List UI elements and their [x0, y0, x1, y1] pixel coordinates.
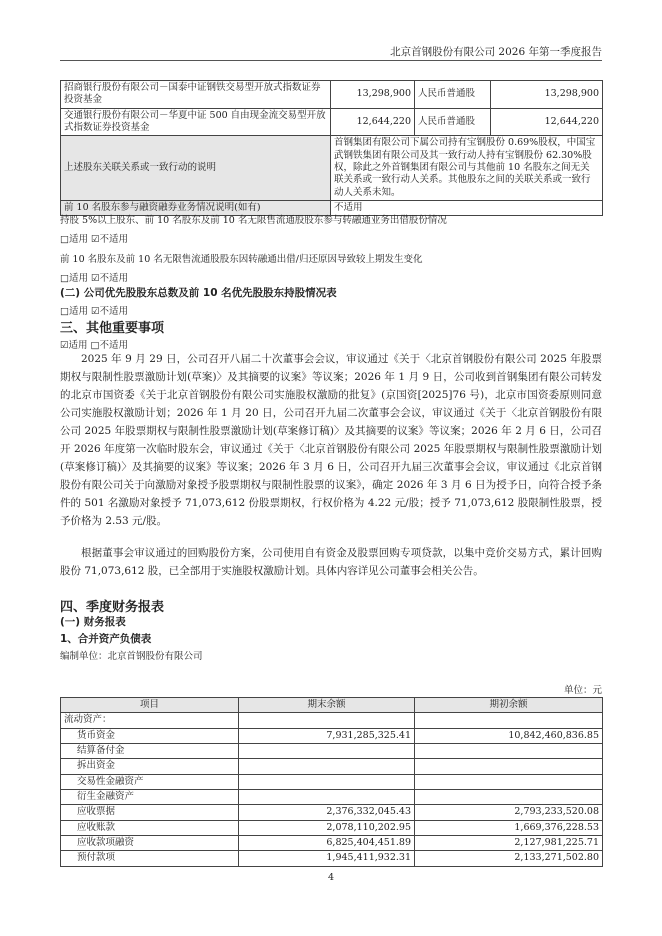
- shareholder-name: 招商银行股份有限公司－国泰中证钢铁交易型开放式指数证券投资基金: [61, 81, 331, 109]
- shareholder-table: [60, 80, 603, 216]
- row-end-balance: [239, 774, 415, 789]
- row-begin-balance: 1,669,376,228.53: [415, 820, 603, 835]
- row-item: 流动资产：: [61, 713, 239, 728]
- table-header-row: [61, 698, 603, 713]
- table-row: [61, 790, 603, 805]
- balance-sheet-table: [60, 697, 603, 867]
- lending-change-applicability: □适用 ☑不适用: [60, 273, 129, 284]
- share-repurchase-paragraph: 根据董事会审议通过的回购股份方案，公司使用自有资金及股票回购专项贷款，以集中竞价交易方式，累计回购股份 71,073,612 股，已全部用于实施股权激励计划。具体内容详见公司董事会相关公告。: [60, 547, 602, 577]
- share-quantity-2: 12,644,220: [491, 108, 603, 136]
- row-begin-balance: [415, 759, 603, 774]
- preferred-shareholders-applicability: □适用 ☑不适用: [60, 306, 129, 317]
- financial-statements-subheading: (一) 财务报表: [60, 616, 126, 628]
- compiler-line: 编制单位：北京首钢股份有限公司: [60, 651, 203, 662]
- share-quantity-2: 13,298,900: [491, 81, 603, 109]
- table-row: [61, 108, 603, 136]
- row-end-balance: 2,078,110,202.95: [239, 820, 415, 835]
- table-row: [61, 136, 603, 201]
- row-end-balance: 7,931,285,325.41: [239, 728, 415, 743]
- row-item: 应收款项融资: [61, 836, 239, 851]
- unit-label: 单位：元: [563, 685, 602, 696]
- related-parties-label: 上述股东关联关系或一致行动的说明: [61, 136, 331, 201]
- row-end-balance: [239, 759, 415, 774]
- table-row: [61, 805, 603, 820]
- table-row: [61, 713, 603, 728]
- row-begin-balance: [415, 790, 603, 805]
- row-item: 结算备付金: [61, 744, 239, 759]
- related-parties-text: 首钢集团有限公司下属公司持有宝钢股份 0.69%股权，中国宝武钢铁集团有限公司及其一致行动人持有宝钢股份 62.30%股权，除此之外首钢集团有限公司与其他前 10 名股东之间无关联关系或一致行动人关系。其他股东之间的关联关系或一致行动人关系未知。: [331, 136, 603, 201]
- report-header-title: 北京首钢股份有限公司 2026 年第一季度报告: [390, 46, 602, 58]
- balance-sheet-heading: 1、合并资产负债表: [60, 633, 152, 645]
- table-row: [61, 820, 603, 835]
- margin-trading-label: 前 10 名股东参与融资融券业务情况说明(如有): [61, 201, 331, 216]
- row-end-balance: 2,376,332,045.43: [239, 805, 415, 820]
- other-matters-heading: 三、其他重要事项: [60, 321, 165, 336]
- other-matters-applicability: ☑适用 □不适用: [60, 340, 129, 351]
- column-header-end-balance: 期末余额: [239, 698, 415, 713]
- table-row: [61, 81, 603, 109]
- row-item: 拆出资金: [61, 759, 239, 774]
- shareholder-name: 交通银行股份有限公司－华夏中证 500 自由现金流交易型开放式指数证券投资基金: [61, 108, 331, 136]
- table-row: [61, 744, 603, 759]
- row-begin-balance: 2,133,271,502.80: [415, 851, 603, 866]
- row-end-balance: 1,945,411,932.31: [239, 851, 415, 866]
- financial-statements-heading: 四、季度财务报表: [60, 600, 165, 615]
- row-begin-balance: 2,793,233,520.08: [415, 805, 603, 820]
- securities-lending-note: 持股 5%以上股东、前 10 名股东及前 10 名无限售流通股股东参与转融通业务出借股份情况: [60, 215, 447, 226]
- lending-change-note: 前 10 名股东及前 10 名无限售流通股股东因转融通出借/归还原因导致较上期发生变化: [60, 254, 423, 265]
- table-row: [61, 759, 603, 774]
- page-number: 4: [327, 872, 335, 883]
- row-item: 预付款项: [61, 851, 239, 866]
- share-quantity: 12,644,220: [331, 108, 415, 136]
- row-begin-balance: [415, 774, 603, 789]
- table-row: [61, 774, 603, 789]
- share-type: 人民币普通股: [415, 81, 491, 109]
- equity-incentive-paragraph: 2025 年 9 月 29 日，公司召开八届二十次董事会会议，审议通过《关于〈北京首钢股份有限公司 2025 年股票期权与限制性股票激励计划(草案)〉及其摘要的议案》等议案；2026 年 1 月 9 日，公司收到首钢集团有限公司转发的北京市国资委《关于北京首钢股份有限公司实施股权激励的批复》(京国资[2025]76 号)，北京市国资委原则同意公司实施股权激励计划；2026 年 1 月 20 日，公司召开九届二次董事会会议，审议通过《关于〈北京首钢股份有限公司 2025 年股票期权与限制性股票激励计划(草案修订稿)〉及其摘要的议案》等议案；2026 年 2 月 6 日，公司召开 2026 年度第一次临时股东会，审议通过《关于〈北京首钢股份有限公司 2025 年股票期权与限制性股票激励计划(草案修订稿)〉及其摘要的议案》等议案；2026 年 3 月 6 日，公司召开九届三次董事会会议，审议通过《北京首钢股份有限公司关于向激励对象授予股票期权与限制性股票的议案》，确定 2026 年 3 月 6 日为授予日，向符合授予条件的 501 名激励对象授予 71,073,612 份股票期权，行权价格为 4.22 元/股；授予 71,073,612 股限制性股票，授予价格为 2.53 元/股。: [60, 353, 602, 527]
- row-item: 应收账款: [61, 820, 239, 835]
- preferred-shareholders-heading: (二) 公司优先股股东总数及前 10 名优先股股东持股情况表: [60, 287, 337, 299]
- table-row: [61, 851, 603, 866]
- row-end-balance: [239, 790, 415, 805]
- row-end-balance: 6,825,404,451.89: [239, 836, 415, 851]
- table-row: [61, 728, 603, 743]
- margin-trading-text: 不适用: [331, 201, 603, 216]
- table-row: [61, 836, 603, 851]
- share-type: 人民币普通股: [415, 108, 491, 136]
- row-item: 衍生金融资产: [61, 790, 239, 805]
- row-item: 应收票据: [61, 805, 239, 820]
- row-end-balance: [239, 713, 415, 728]
- column-header-item: 项目: [61, 698, 239, 713]
- share-quantity: 13,298,900: [331, 81, 415, 109]
- row-begin-balance: [415, 744, 603, 759]
- row-begin-balance: [415, 713, 603, 728]
- column-header-begin-balance: 期初余额: [415, 698, 603, 713]
- row-item: 交易性金融资产: [61, 774, 239, 789]
- row-begin-balance: 2,127,981,225.71: [415, 836, 603, 851]
- row-item: 货币资金: [61, 728, 239, 743]
- row-begin-balance: 10,842,460,836.85: [415, 728, 603, 743]
- securities-lending-applicability: □适用 ☑不适用: [60, 234, 129, 245]
- header-divider: [60, 60, 602, 61]
- row-end-balance: [239, 744, 415, 759]
